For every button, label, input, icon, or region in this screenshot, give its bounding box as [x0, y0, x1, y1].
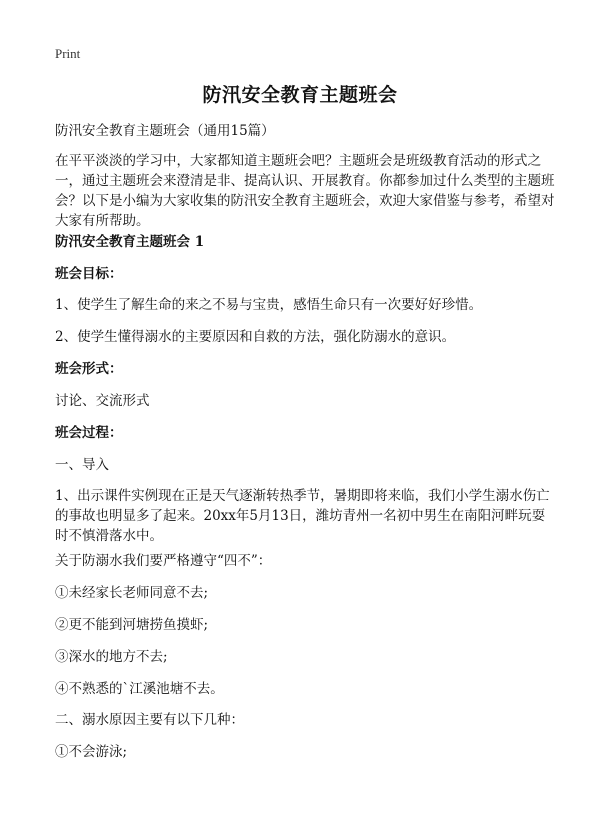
rule-item-3: ③深水的地方不去; — [55, 649, 168, 665]
form-text: 讨论、交流形式 — [55, 393, 150, 409]
step-heading-2: 二、溺水原因主要有以下几种： — [55, 712, 244, 728]
subtitle: 防汛安全教育主题班会（通用15篇） — [55, 123, 275, 139]
goals-heading: 班会目标： — [55, 266, 123, 282]
document-title: 防汛安全教育主题班会 — [202, 84, 398, 106]
reason-item-1: ①不会游泳; — [55, 744, 128, 760]
rule-item-2: ②更不能到河塘捞鱼摸虾; — [55, 617, 209, 633]
rules-intro: 关于防溺水我们要严格遵守“四不”： — [55, 553, 272, 569]
process-heading: 班会过程： — [55, 425, 123, 441]
rule-item-4: ④不熟悉的`江溪池塘不去。 — [55, 681, 224, 697]
intro-paragraph: 在平平淡淡的学习中，大家都知道主题班会吧？主题班会是班级教育活动的形式之一，通过主题班会来澄清是非、提高认识、开展教育。你都参加过什么类型的主题班会？以下是小编为大家收集的防汛安全教育主题班会，欢迎大家借鉴与参考，希望对大家有所帮助。 — [55, 153, 555, 229]
section-heading: 防汛安全教育主题班会 1 — [55, 234, 205, 250]
step-heading-1: 一、导入 — [55, 457, 109, 473]
case-paragraph: 1、出示课件实例现在正是天气逐渐转热季节，暑期即将来临，我们小学生溺水伤亡的事故也明显多了起来。20xx年5月13日，潍坊青州一名初中男生在南阳河畔玩耍时不慎滑落水中。 — [55, 488, 550, 544]
goal-item-1: 1、使学生了解生命的来之不易与宝贵，感悟生命只有一次要好好珍惜。 — [55, 297, 483, 313]
rule-item-1: ①未经家长老师同意不去; — [55, 585, 209, 601]
print-label[interactable]: Print — [55, 46, 81, 61]
form-heading: 班会形式： — [55, 361, 123, 377]
goal-item-2: 2、使学生懂得溺水的主要原因和自救的方法，强化防溺水的意识。 — [55, 329, 456, 345]
